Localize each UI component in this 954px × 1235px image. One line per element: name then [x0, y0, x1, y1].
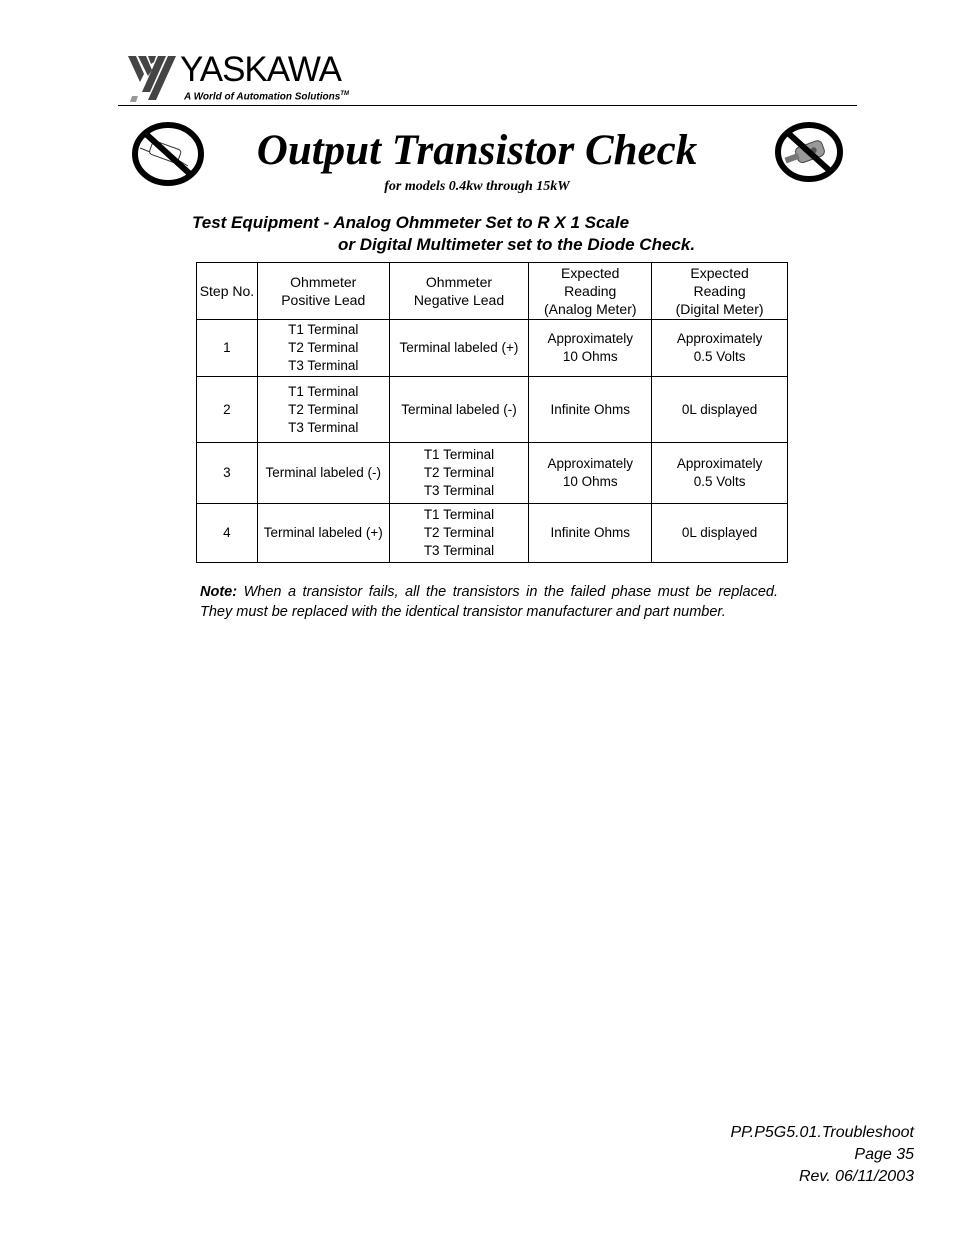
test-equipment-line-2: or Digital Multimeter set to the Diode Check. [338, 235, 696, 254]
footer-page-number: Page 35 [854, 1146, 914, 1163]
step-cell: 1 [197, 320, 258, 377]
positive-lead-cell: T1 Terminal T2 Terminal T3 Terminal [257, 377, 389, 443]
table-row [197, 443, 788, 504]
page-footer [730, 1122, 914, 1188]
footer-doc-id: PP.P5G5.01.Troubleshoot [730, 1124, 914, 1141]
table-row [197, 377, 788, 443]
note-text: When a transistor fails, all the transistors in the failed phase must be replaced. They must be replaced with the identical transistor manufacturer and part number. [200, 584, 778, 620]
test-equipment-line-1: Test Equipment - Analog Ohmmeter Set to R X 1 Scale [192, 213, 630, 232]
header-analog-reading: Expected Reading (Analog Meter) [529, 263, 652, 320]
table-header-row [197, 263, 788, 320]
transistor-check-table [196, 262, 788, 563]
negative-lead-cell: T1 Terminal T2 Terminal T3 Terminal [389, 504, 529, 563]
yaskawa-stripes-icon [124, 52, 180, 106]
header-digital-reading: Expected Reading (Digital Meter) [652, 263, 788, 320]
negative-lead-cell: T1 Terminal T2 Terminal T3 Terminal [389, 443, 529, 504]
header-divider [118, 105, 857, 106]
negative-lead-cell: Terminal labeled (-) [389, 377, 529, 443]
positive-lead-cell: Terminal labeled (+) [257, 504, 389, 563]
digital-reading-cell: 0L displayed [652, 504, 788, 563]
positive-lead-cell: Terminal labeled (-) [257, 443, 389, 504]
page-subtitle: for models 0.4kw through 15kW [384, 179, 570, 194]
brand-name: YASKAWA [180, 50, 341, 89]
note-paragraph [200, 583, 778, 622]
page-title: Output Transistor Check [256, 127, 698, 174]
footer-revision: Rev. 06/11/2003 [798, 1168, 914, 1185]
negative-lead-cell: Terminal labeled (+) [389, 320, 529, 377]
analog-reading-cell: Approximately 10 Ohms [529, 320, 652, 377]
positive-lead-cell: T1 Terminal T2 Terminal T3 Terminal [257, 320, 389, 377]
analog-reading-cell: Approximately 10 Ohms [529, 443, 652, 504]
yaskawa-logo [124, 52, 364, 106]
header-positive-lead: Ohmmeter Positive Lead [257, 263, 389, 320]
analog-reading-cell: Infinite Ohms [529, 377, 652, 443]
note-label: Note: [200, 584, 238, 600]
digital-reading-cell: Approximately 0.5 Volts [652, 443, 788, 504]
step-cell: 2 [197, 377, 258, 443]
step-cell: 3 [197, 443, 258, 504]
header-negative-lead: Ohmmeter Negative Lead [389, 263, 529, 320]
header-step: Step No. [197, 263, 258, 320]
digital-reading-cell: Approximately 0.5 Volts [652, 320, 788, 377]
step-cell: 4 [197, 504, 258, 563]
digital-reading-cell: 0L displayed [652, 377, 788, 443]
table-row [197, 320, 788, 377]
brand-tagline: A World of Automation Solutions™ [184, 91, 349, 103]
table-row [197, 504, 788, 563]
analog-reading-cell: Infinite Ohms [529, 504, 652, 563]
